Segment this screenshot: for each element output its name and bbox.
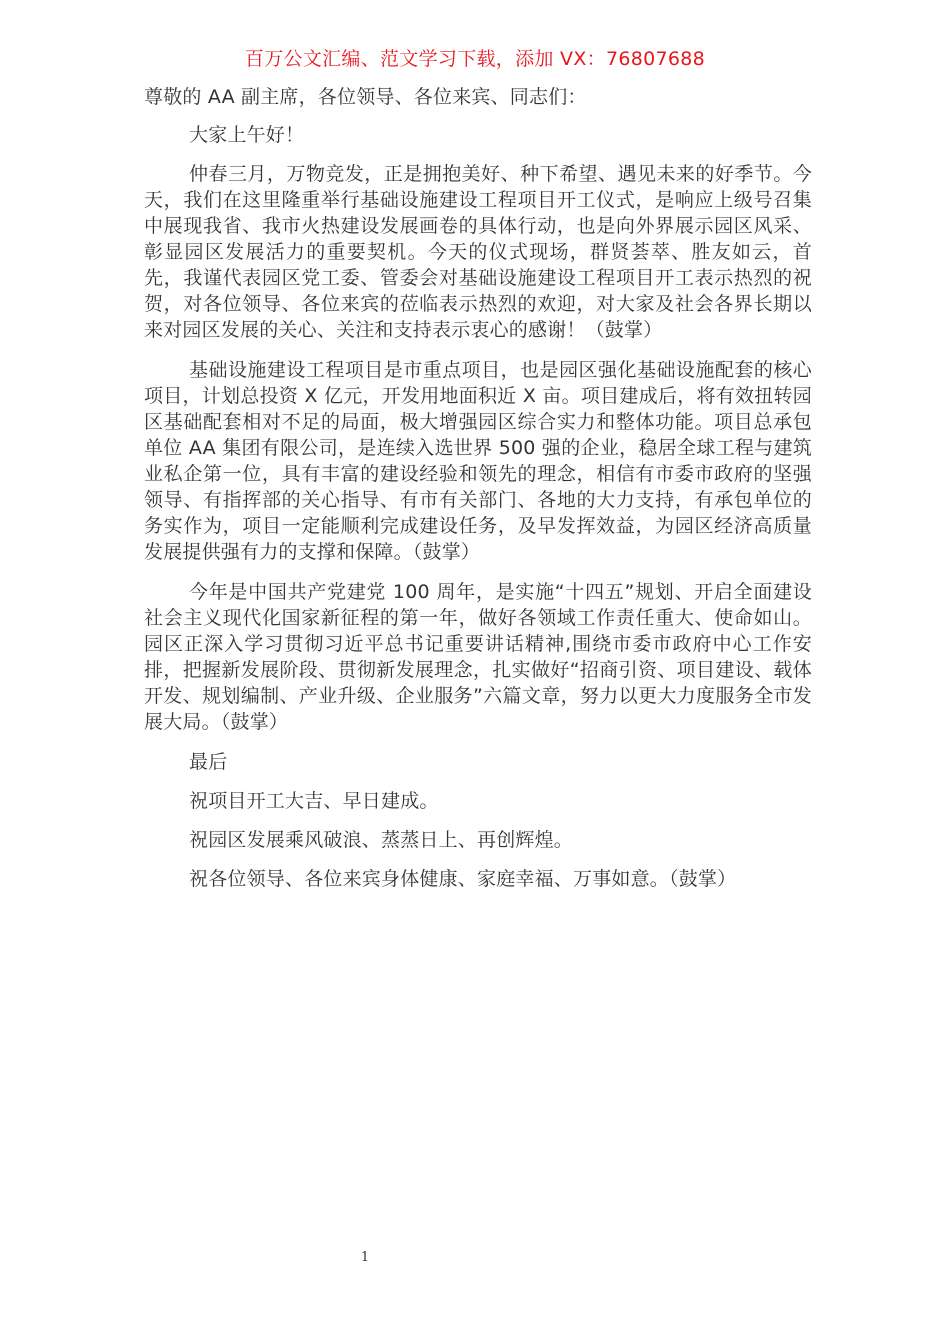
header-banner: 百万公文汇编、范文学习下载，添加 VX：76807688 xyxy=(244,48,706,70)
page-number: 1 xyxy=(360,1250,370,1265)
body-paragraph: 今年是中国共产党建党 100 周年，是实施“十四五”规划、开启全面建设社会主义现代化国家新征程的第一年，做好各领域工作责任重大、使命如山。园区正深入学习贯彻习近平总书记重要讲话精神,围绕市委市政府中心工作安排，把握新发展阶段、贯彻新发展理念，扎实做好“招商引资、项目建设、载体开发、规划编制、产业升级、企业服务”六篇文章，努力以更大力度服务全市发展大局。（鼓掌） xyxy=(144,581,812,733)
body-paragraph: 基础设施建设工程项目是市重点项目，也是园区强化基础设施配套的核心项目，计划总投资 X 亿元，开发用地面积近 X 亩。项目建成后，将有效扭转园区基础配套相对不足的局面，极大增强园区综合实力和整体功能。项目总承包单位 AA 集团有限公司，是连续入选世界 500 强的企业，稳居全球工程与建筑业私企第一位，具有丰富的建设经验和领先的理念，相信有市委市政府的坚强领导、有指挥部的关心指导、有市有关部门、各地的大力支持，有承包单位的务实作为，项目一定能顺利完成建设任务，及早发挥效益，为园区经济高质量发展提供强有力的支撑和保障。（鼓掌） xyxy=(144,359,812,563)
closing-line: 祝项目开工大吉、早日建成。 xyxy=(189,790,439,812)
body-paragraph: 仲春三月，万物竞发，正是拥抱美好、种下希望、遇见未来的好季节。今天，我们在这里隆重举行基础设施建设工程项目开工仪式，是响应上级号召集中展现我省、我市火热建设发展画卷的具体行动，也是向外界展示园区风采、彰显园区发展活力的重要契机。今天的仪式现场，群贤荟萃、胜友如云，首先，我谨代表园区党工委、管委会对基础设施建设工程项目开工表示热烈的祝贺，对各位领导、各位来宾的莅临表示热烈的欢迎，对大家及社会各界长期以来对园区发展的关心、关注和支持表示衷心的感谢！（鼓掌） xyxy=(144,163,812,341)
closing-line: 最后 xyxy=(189,751,228,773)
document-body xyxy=(144,84,812,905)
closing-line: 祝园区发展乘风破浪、蒸蒸日上、再创辉煌。 xyxy=(189,829,574,851)
salutation: 尊敬的 AA 副主席，各位领导、各位来宾、同志们： xyxy=(144,86,587,108)
closing-line: 祝各位领导、各位来宾身体健康、家庭幸福、万事如意。（鼓掌） xyxy=(189,868,737,890)
greeting: 大家上午好！ xyxy=(189,124,305,146)
